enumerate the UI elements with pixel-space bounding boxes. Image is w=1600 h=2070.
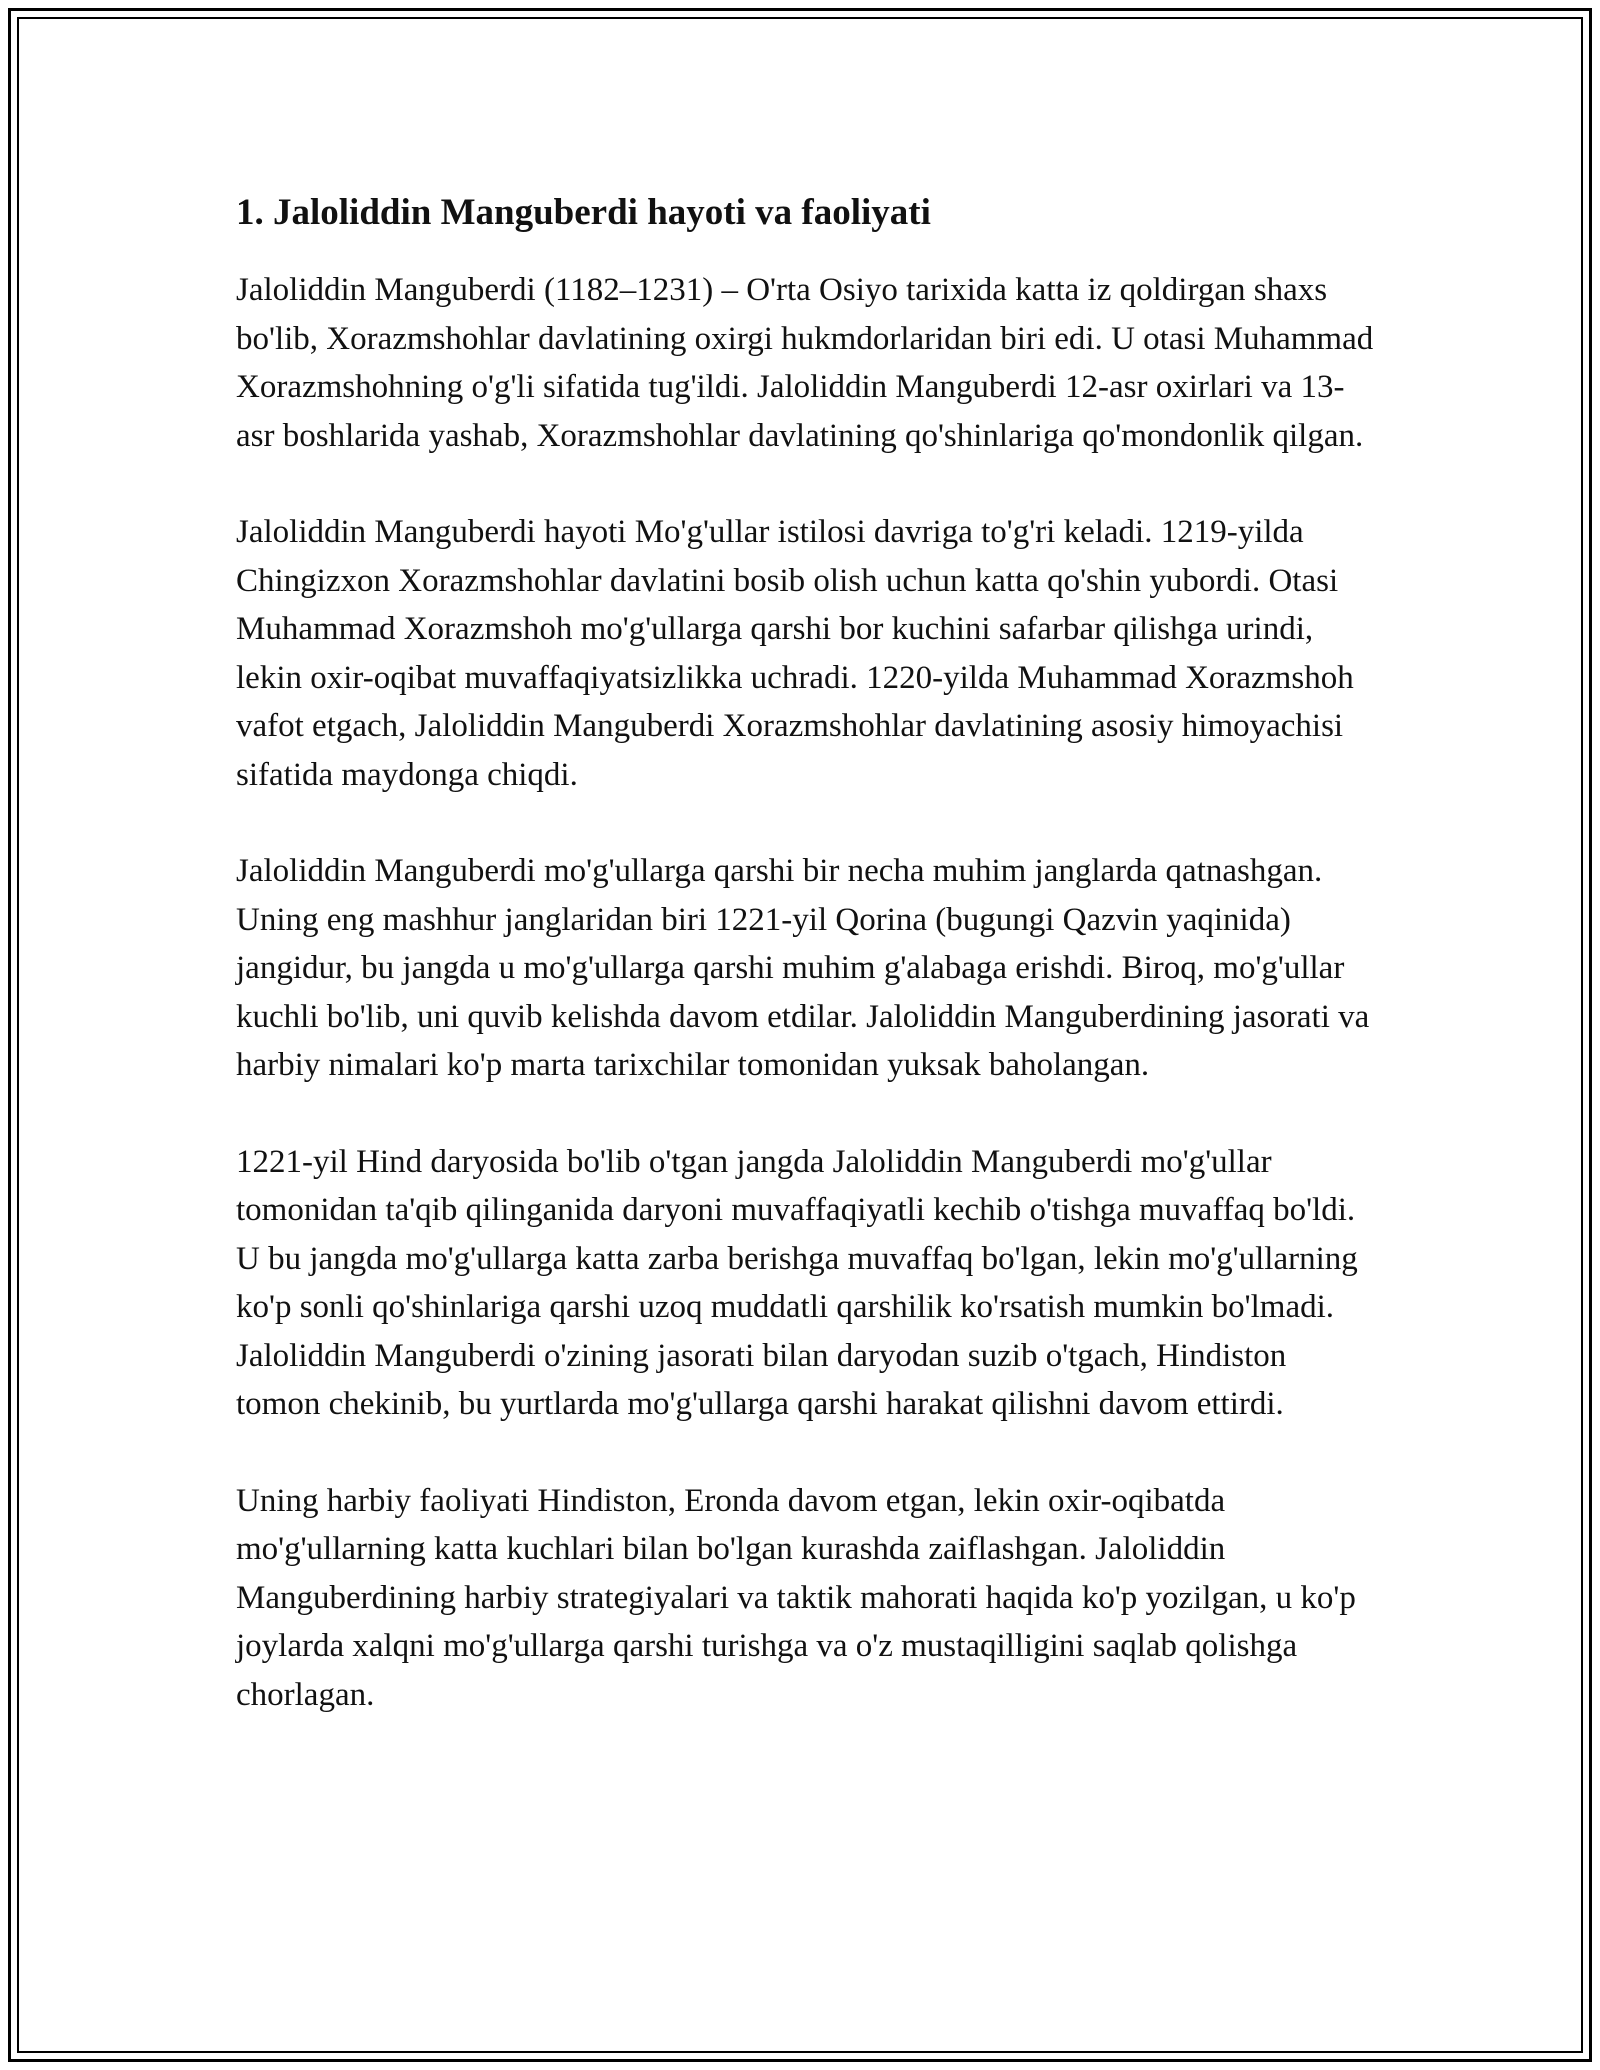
document-body xyxy=(236,188,1376,1767)
paragraph-3: Jaloliddin Manguberdi mo'g'ullarga qarshi bir necha muhim janglarda qatnashgan. Uning eng mashhur janglaridan biri 1221-yil Qorina (bugungi Qazvin yaqinida) jangidur, bu jangda u mo'g'ullarga qarshi muhim g'alabaga erishdi. Biroq, mo'g'ullar kuchli bo'lib, uni quvib kelishda davom etdilar. Jaloliddin Manguberdining jasorati va harbiy nimalari ko'p marta tarixchilar tomonidan yuksak baholangan. xyxy=(236,853,1370,1083)
paragraph-2: Jaloliddin Manguberdi hayoti Mo'g'ullar istilosi davriga to'g'ri keladi. 1219-yilda Chingizxon Xorazmshohlar davlatini bosib olish uchun katta qo'shin yubordi. Otasi Muhammad Xorazmshoh mo'g'ullarga qarshi bor kuchini safarbar qilishga urindi, lekin oxir-oqibat muvaffaqiyatsizlikka uchradi. 1220-yilda Muhammad Xorazmshoh vafot etgach, Jaloliddin Manguberdi Xorazmshohlar davlatining asosiy himoyachisi sifatida maydonga chiqdi. xyxy=(236,514,1354,793)
paragraph-5: Uning harbiy faoliyati Hindiston, Eronda davom etgan, lekin oxir-oqibatda mo'g'ullarning katta kuchlari bilan bo'lgan kurashda zaiflashgan. Jaloliddin Manguberdining harbiy strategiyalari va taktik mahorati haqida ko'p yozilgan, u ko'p joylarda xalqni mo'g'ullarga qarshi turishga va o'z mustaqilligini saqlab qolishga chorlagan. xyxy=(236,1482,1356,1713)
paragraph-4: 1221-yil Hind daryosida bo'lib o'tgan jangda Jaloliddin Manguberdi mo'g'ullar tomonidan ta'qib qilinganida daryoni muvaffaqiyatli kechib o'tishga muvaffaq bo'ldi. U bu jangda mo'g'ullarga katta zarba berishga muvaffaq bo'lgan, lekin mo'g'ullarning ko'p sonli qo'shinlariga qarshi uzoq muddatli qarshilik ko'rsatish mumkin bo'lmadi. Jaloliddin Manguberdi o'zining jasorati bilan daryodan suzib o'tgach, Hindiston tomon chekinib, bu yurtlarda mo'g'ullarga qarshi harakat qilishni davom ettirdi. xyxy=(236,1143,1358,1422)
paragraph-1: Jaloliddin Manguberdi (1182–1231) – O'rta Osiyo tarixida katta iz qoldirgan shaxs bo'lib, Xorazmshohlar davlatining oxirgi hukmdorlaridan biri edi. U otasi Muhammad Xorazmshohning o'g'li sifatida tug'ildi. Jaloliddin Manguberdi 12-asr oxirlari va 13-asr boshlarida yashab, Xorazmshohlar davlatining qo'shinlariga qo'mondonlik qilgan. xyxy=(236,272,1374,454)
section-heading: 1. Jaloliddin Manguberdi hayoti va faoliyati xyxy=(236,192,931,233)
